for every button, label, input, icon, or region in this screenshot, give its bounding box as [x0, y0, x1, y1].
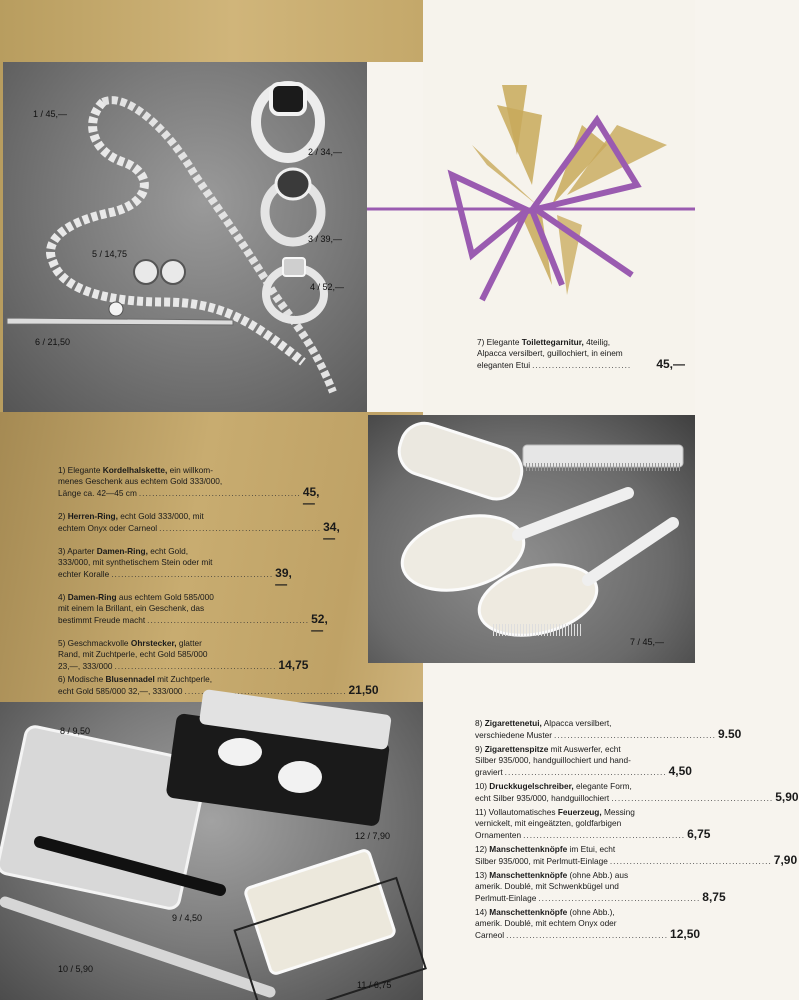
item-text: mit Auswerfer, echt [548, 744, 621, 754]
item-title: Herren-Ring, [67, 511, 118, 521]
item-text: 13) [475, 870, 490, 880]
item-text: 8) [475, 718, 485, 728]
item-line: echt Silber 935/000, handguillochiert [475, 793, 610, 803]
leader-dots: ................................................. [114, 661, 277, 671]
label-item-9: 9 / 4,50 [172, 913, 203, 923]
list-item [475, 744, 692, 778]
label-item-3: 3 / 39,— [308, 234, 343, 244]
ballpoint-pen-icon [5, 902, 270, 992]
item-price: 45,— [302, 485, 320, 510]
item-text: 5) Geschmackvolle [58, 638, 131, 648]
item-line: Länge ca. 42—45 cm [58, 488, 137, 498]
item-line: verschiedene Muster [475, 730, 553, 740]
leader-dots: ................................................. [111, 569, 274, 579]
leader-dots: ................................................. [184, 686, 347, 696]
item-text: 14) [475, 907, 490, 917]
gold-background-top [0, 0, 423, 62]
item-line: Carneol [475, 930, 505, 940]
item-title: Ohrstecker, [130, 638, 177, 648]
item-title: Zigarettenetui, [484, 718, 542, 728]
toilette-description [477, 337, 685, 371]
earring-left [134, 260, 158, 284]
accessory-description-list [475, 718, 799, 944]
jewelry-description-list [58, 465, 379, 699]
label-item-8: 8 / 9,50 [60, 726, 91, 736]
label-item-10: 10 / 5,90 [58, 964, 94, 974]
item-text: echt Gold, [147, 546, 189, 556]
item-line: mit einem Ia Brillant, ein Geschenk, das [58, 603, 205, 613]
item-text: 4) [58, 592, 68, 602]
item-price: 14,75 [278, 658, 309, 672]
list-item [58, 511, 340, 545]
item-title: Druckkugelschreiber, [489, 781, 574, 791]
label-item-2: 2 / 34,— [308, 147, 343, 157]
item-line: menes Geschenk aus echtem Gold 333/000, [58, 476, 223, 486]
list-item [475, 807, 711, 841]
item-text: 11) Vollautomatisches [475, 807, 558, 817]
item-text: (ohne Abb.), [567, 907, 615, 917]
toilette-photo [368, 415, 695, 663]
list-item [58, 465, 320, 510]
item-title: Feuerzeug, [557, 807, 602, 817]
leader-dots: ................................................. [159, 523, 322, 533]
ring-stone [265, 169, 321, 242]
item-price: 4,50 [668, 764, 692, 778]
item-text: Messing [601, 807, 635, 817]
item-text: 1) Elegante [58, 465, 103, 475]
leader-dots: ................................................. [609, 856, 772, 866]
leader-dots: ................................................. [504, 767, 667, 777]
brooch-pearl [109, 302, 123, 316]
item-line: graviert [475, 767, 503, 777]
item-price: 39,— [275, 566, 292, 591]
toilette-title: Toilettegarnitur, [521, 337, 584, 347]
label-item-11: 11 / 6,75 [357, 980, 392, 990]
item-text: glatter [176, 638, 202, 648]
leader-dots: ................................................. [554, 730, 716, 740]
item-title: Manschettenknöpfe [489, 870, 568, 880]
label-item-1: 1 / 45,— [33, 109, 68, 119]
leader-dots: ................................................. [538, 893, 701, 903]
item-title: Damen-Ring, [96, 546, 148, 556]
leader-dots: ................................................. [147, 615, 310, 625]
item-text: echt Gold 333/000, mit [117, 511, 204, 521]
item-price: 6,75 [687, 827, 711, 841]
item-text: ein willkom- [167, 465, 213, 475]
item-price: 5,90 [775, 790, 799, 804]
list-item [58, 592, 328, 637]
toilette-line-2: Alpacca versilbert, guillochiert, in einem [477, 348, 623, 358]
earring-right [161, 260, 185, 284]
clothes-brush-icon [393, 417, 528, 505]
accessories-photo [0, 702, 423, 1000]
item-title: Manschettenknöpfe [489, 907, 568, 917]
item-price: 9.50 [717, 727, 742, 741]
item-text: aus echtem Gold 585/000 [116, 592, 214, 602]
item-price: 8,75 [702, 890, 726, 904]
label-item-7: 7 / 45,— [630, 637, 665, 647]
leader-dots: ................................................. [611, 793, 774, 803]
item-text: 6) Modische [58, 674, 106, 684]
item-text: (ohne Abb.) aus [567, 870, 629, 880]
item-text: 10) [475, 781, 490, 791]
item-price: 34,— [323, 520, 340, 545]
item-text: mit Zuchtperle, [154, 674, 213, 684]
toilette-price: 45,— [656, 357, 685, 371]
list-item [58, 638, 309, 672]
label-item-4: 4 / 52,— [310, 282, 345, 292]
list-item [475, 781, 799, 804]
item-line: vernickelt, mit eingeätzten, goldfarbigen [475, 818, 622, 828]
item-price: 12,50 [670, 927, 701, 941]
list-item [58, 546, 292, 591]
toilette-text: 7) Elegante [477, 337, 522, 347]
toilette-illustration [368, 415, 695, 663]
item-line: 333/000, mit synthetischem Stein oder mit [58, 557, 213, 567]
item-line: echtem Onyx oder Carneol [58, 523, 158, 533]
item-text: elegante Form, [573, 781, 632, 791]
item-line: bestimmt Freude macht [58, 615, 146, 625]
item-title: Manschettenknöpfe [489, 844, 568, 854]
item-title: Kordelhalskette, [102, 465, 168, 475]
lighter-icon [235, 849, 426, 1000]
item-line: Silber 935/000, handguillochiert und hand- [475, 755, 631, 765]
item-text: 2) [58, 511, 68, 521]
item-line: 23,—, 333/000 [58, 661, 113, 671]
item-title: Zigarettenspitze [484, 744, 549, 754]
leader-dots: ................................................. [506, 930, 669, 940]
jewelry-photo [3, 62, 367, 412]
label-item-12: 12 / 7,90 [355, 831, 391, 841]
item-text: 9) [475, 744, 485, 754]
item-price: 21,50 [348, 683, 379, 697]
accessories-illustration [0, 702, 423, 1000]
item-line: amerik. Doublé, mit echtem Onyx oder [475, 918, 617, 928]
list-item [475, 870, 726, 904]
label-item-5: 5 / 14,75 [92, 249, 128, 259]
toilette-text-2: 4teilig, [583, 337, 611, 347]
list-item [475, 718, 742, 741]
item-line: Rand, mit Zuchtperle, echt Gold 585/000 [58, 649, 208, 659]
item-text: 3) Aparter [58, 546, 97, 556]
comb-icon [523, 445, 683, 467]
item-text: 12) [475, 844, 490, 854]
item-line: Silber 935/000, mit Perlmutt-Einlage [475, 856, 608, 866]
leader-dots: .............................. [532, 360, 632, 370]
item-line: Perlmutt-Einlage [475, 893, 537, 903]
item-price: 7,90 [773, 853, 798, 867]
item-price: 52,— [311, 612, 328, 637]
item-line: Ornamenten [475, 830, 522, 840]
label-item-6: 6 / 21,50 [35, 337, 71, 347]
item-line: echt Gold 585/000 32,—, 333/000 [58, 686, 183, 696]
list-item [475, 907, 701, 941]
item-line: echter Koralle [58, 569, 110, 579]
leader-dots: ................................................. [523, 830, 686, 840]
list-item [475, 844, 798, 867]
brooch-pin [7, 318, 233, 325]
item-title: Damen-Ring [67, 592, 117, 602]
item-title: Blusennadel [105, 674, 155, 684]
item-text: Alpacca versilbert, [541, 718, 612, 728]
toilette-line-3: eleganten Etui [477, 360, 531, 370]
leader-dots: ................................................. [138, 488, 301, 498]
list-item [58, 674, 379, 697]
item-line: amerik. Doublé, mit Schwenkbügel und [475, 881, 619, 891]
item-text: im Etui, echt [567, 844, 616, 854]
pine-ribbon-decoration [367, 85, 695, 315]
